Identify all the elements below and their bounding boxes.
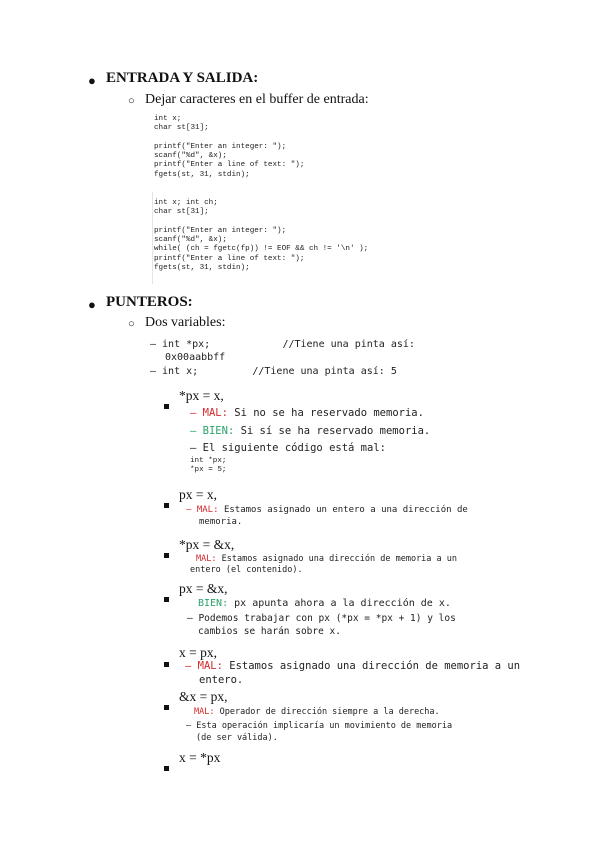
code-block-2: int x; int ch; char st[31]; printf("Enter an integer: "); scanf("%d", &x); while( (ch = fgetc(fp)) != EOF && ch != '\n' ); printf("Enter a line of text: "); fgets(st, 31, stdin); [154,199,369,273]
mal-tag: MAL: [196,554,217,564]
section-title-punteros: PUNTEROS: [106,294,193,310]
bullet-icon: ● [88,73,96,88]
case-note: – Esta operación implicaría un movimiento de memoria [186,721,453,731]
case-code: int *px; *px = 5; [190,457,227,475]
square-bullet-icon [164,404,169,409]
case-mal-cont: entero (el contenido). [190,565,303,575]
mal-text: Operador de dirección siempre a la derecha. [214,707,440,717]
mal-tag: MAL: [194,707,215,717]
case-mal-line [194,707,440,717]
bien-text: Si sí se ha reservado memoria. [234,425,431,437]
case-note: – Podemos trabajar con px (*px = *px + 1) y los [187,613,456,624]
mal-text: Estamos asignado una dirección de memoria a un [216,554,458,564]
square-bullet-icon [164,705,169,710]
circle-bullet-icon: ○ [128,95,135,107]
code-block-1: int x; char st[31]; printf("Enter an integer: "); scanf("%d", &x); printf("Enter a line of text: "); fgets(st, 31, stdin); [154,115,305,179]
case-bien-line: – BIEN: Si sí se ha reservado memoria. [190,425,431,437]
case-expr: *px = &x, [179,537,235,552]
case-expr: px = x, [179,487,217,502]
square-bullet-icon [164,662,169,667]
square-bullet-icon [164,503,169,508]
case-expr: px = &x, [179,581,228,596]
bullet-icon: ● [88,297,96,312]
subitem-dos-variables: Dos variables: [145,315,226,330]
case-note-cont: (de ser válida). [196,733,278,743]
square-bullet-icon [164,597,169,602]
code-divider [152,192,153,284]
case-note: – El siguiente código está mal: [190,442,386,454]
case-mal-line: – MAL: Si no se ha reservado memoria. [190,407,424,419]
mal-tag: MAL: [196,505,219,515]
case-mal-cont: memoria. [199,517,243,527]
var-px-value: 0x00aabbff [165,352,226,363]
bien-tag: BIEN: [198,598,229,609]
case-mal-line: – MAL: Estamos asignado un entero a una dirección de [186,505,468,515]
case-expr: x = px, [179,645,217,660]
mal-text: Estamos asignado una dirección de memoria a un [222,660,521,672]
circle-bullet-icon: ○ [128,318,135,330]
case-expr: x = *px [179,750,221,765]
bien-text: px apunta ahora a la dirección de x. [228,598,451,609]
case-mal-line: – MAL: Estamos asignado una dirección de memoria a un [185,660,521,672]
case-mal-cont: entero. [199,674,244,686]
mal-text: Si no se ha reservado memoria. [227,407,424,419]
case-mal-line [196,554,457,564]
square-bullet-icon [164,766,169,771]
mal-tag: MAL: [202,407,228,419]
square-bullet-icon [164,553,169,558]
mal-tag: MAL: [197,660,223,672]
var-x-line: – int x; //Tiene una pinta así: 5 [150,366,397,377]
var-px-line: – int *px; //Tiene una pinta así: [150,339,415,350]
case-expr: *px = x, [179,388,224,403]
section-title-entrada-salida: ENTRADA Y SALIDA: [106,70,259,86]
mal-text: Estamos asignado un entero a una dirección de [218,505,468,515]
subitem-buffer: Dejar caracteres en el buffer de entrada: [145,92,369,107]
case-expr: &x = px, [179,689,228,704]
case-note-cont: cambios se harán sobre x. [198,626,341,637]
case-bien-line [198,598,451,609]
bien-tag: BIEN: [202,425,235,437]
